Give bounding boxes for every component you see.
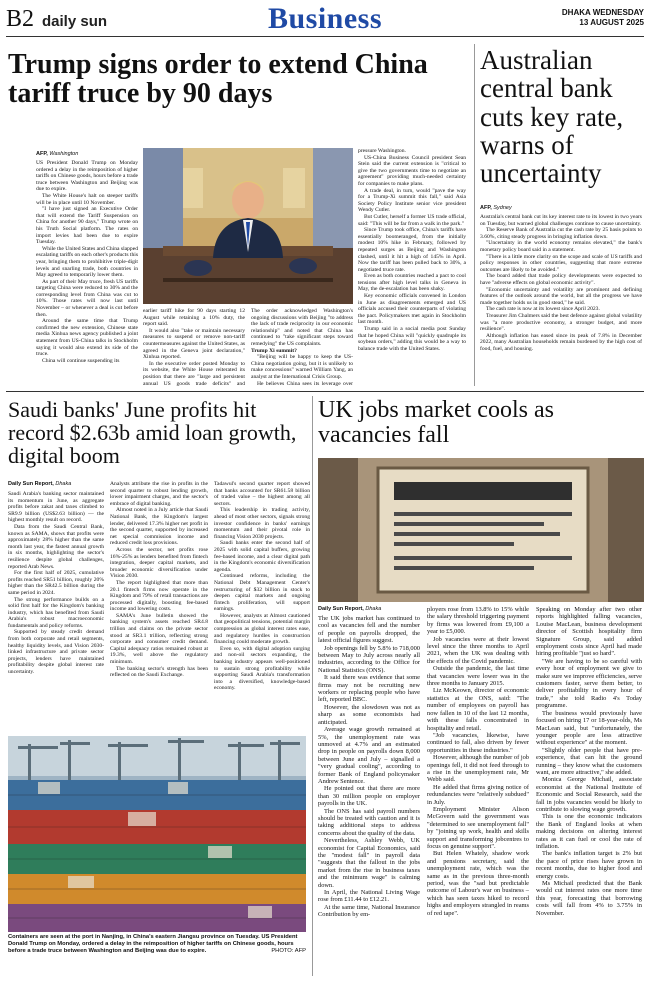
paragraph: In the executive order posted Monday to its website, the White House reiterated its position that there are "large and persistent annual US goods trade deficits" and <box>143 360 245 386</box>
paragraph: "I have just signed an Executive Order that will extend the Tariff Suspension on China for another 90 days," Trump wrote on his Truth Social platform. The rates on import levies had been due to expire Tuesday. <box>36 206 138 246</box>
paragraph: The strong performance builds on a solid first half for the Kingdom's banking industry, which has benefited from Saudi Arabia's robust macroeconomic fundamentals and policy reforms. <box>8 596 104 629</box>
paragraph: But Cutler, herself a former US trade official, said: "This will be far from a walk in the park." <box>358 213 466 227</box>
paragraph: While the United States and China slapped escalating tariffs on each other's products this year, bringing them to prohibitive triple-digit levels and snarling trade, both countries in May agreed to temporarily lower them. <box>36 245 138 279</box>
paragraph: Trump said in a social media post Sunday that he hoped China will "quickly quadruple its soybean orders," adding this would be a way to balance trade with the United States. <box>358 326 466 352</box>
paragraph: Monica George Michail, associate economist at the National Institute of Economic and Social Research, said the fall in jobs vacancies would be likely to contribute to slowing wage growth. <box>536 776 642 813</box>
paragraph: Nevertheless, Ashley Webb, UK economist for Capital Economics, said the "modest fall" in payroll data "suggests that the fallout in the jobs market from the rise in business taxes and the minimum wage" is calming down. <box>318 837 420 889</box>
photo-credit: PHOTO: AFP <box>271 948 306 954</box>
saudi-col-1 <box>8 491 104 731</box>
paragraph: Across the sector, net profits rose 16%-25% as lenders benefited from fintech integration, deeper capital markets, and broader economic diversification under Vision 2030. <box>110 546 208 580</box>
paragraph: He added that firms giving notice of redundancies were "relatively subdued" in July. <box>427 783 529 806</box>
uk-vacancies-photo <box>318 458 644 602</box>
paragraph: Analysts attribute the rise in profits in the second quarter to robust lending growth, lower impairment charges, and the sector's embrace of digital banking. <box>110 481 208 507</box>
paragraph: For the first half of 2025, cumulative profits reached SR51 billion, roughly 20% higher than the SR42.5 billion during the same period in 2024. <box>8 570 104 596</box>
vacancy-sign-illustration <box>318 458 644 602</box>
trump-col-3 <box>251 308 353 386</box>
paragraph: This leadership in trading activity, ahead of most other sectors, signals strong investor confidence in banks' earnings momentum and their pivotal role in financing Vision 2030 projects. <box>214 507 310 540</box>
paper-name-logo: daily sun <box>42 13 108 30</box>
paragraph: "Beijing will be happy to keep the US-China negotiation going, but it is unlikely to make concessions" warned William Yang, an analyst at the International Crisis Group. <box>251 354 353 380</box>
paragraph: Continued reforms, including the National Debt Management Center's restructuring of $32 billion in stock to deepen capital markets and ongoing fintech proliferation, will support earnings. <box>214 573 310 613</box>
saudi-headline: Saudi banks' June profits hit record $2.63b amid loan growth, digital boom <box>8 397 297 469</box>
page-label: B2 <box>6 6 35 32</box>
paragraph: "Slightly older people that have pre-experience, that can hit the ground running – they know what the customers want, are more attractive," she added. <box>536 746 642 776</box>
paragraph: Around the same time that Trump confirmed the new extension, Chinese state media Xinhua news agency published a joint statement from US-China talks in Stockholm saying it would also extend its side of the truce. <box>36 318 138 358</box>
paragraph: Almost noted in a July article that Saudi National Bank, the Kingdom's largest lender, delivered 17.3% higher net profit in the second quarter, supported by increased net special commission income and reduced credit loss provisions. <box>110 507 208 547</box>
paragraph: earlier tariff hike for 90 days starting 12 August while retaining a 10% duty, the report said. <box>143 308 245 328</box>
photo-caption <box>8 934 306 955</box>
paragraph: "Uncertainty in the world economy remains elevated," the bank's monetary policy board said in a statement. <box>480 240 642 253</box>
paragraph: Australia's central bank cut its key interest rate to its lowest in two years on Tuesday, but warned global challenges continue to cause uncertainty. <box>480 214 642 227</box>
paragraph: "Job vacancies, likewise, have continued to fall, also driven by fewer opportunities in these industries." <box>427 731 529 754</box>
column-divider <box>474 44 475 386</box>
containers-illustration <box>8 736 306 932</box>
subhead: Trump Xi summit? <box>251 347 297 354</box>
paragraph: US President Donald Trump on Monday ordered a delay in the reimposition of higher tariffs on Chinese goods, hours before a trade truce between Washington and Beijing was due to expire. <box>36 160 138 193</box>
paragraph: However, analysts at Almost cautioned that geopolitical tensions, potential margin compression as global interest rates ease, and regulatory hurdles in construction financing could moderate growth. <box>214 612 310 646</box>
trump-byline: AFP, Washington <box>36 151 79 157</box>
paragraph: The board added that trade policy developments were expected to have "adverse effects on global economic activity". <box>480 273 642 286</box>
paragraph: Key economic officials convened in London in June as disagreements emerged and US officials accused their counterparts of violating the pact. Policymakers met again in Stockholm last month. <box>358 293 466 326</box>
paragraph: The UK jobs market has continued to cool as vacancies fell and the number of people on payrolls dropped, the latest official figures suggest. <box>318 615 420 645</box>
paragraph: This is one the economic indicators the Bank of England looks at when making decisions on altering interest rates as it can fuel or cool the rate of inflation. <box>536 813 642 850</box>
paragraph: The bank's inflation target is 2% but the pace of price rises have grown in recent months, due to higher food and energy costs. <box>536 850 642 880</box>
paragraph: The report highlighted that more than 20.1 fintech firms now operate in the Kingdom and 79% of retail transactions are processed digitally, boosting fee-based income and lowering costs. <box>110 579 208 613</box>
paragraph: The business would previously have focused on hiring 17 or 18-year-olds, Ms MacLean said, but "unfortunately, the younger people are less attractive without experience" at the moment. <box>536 709 642 747</box>
paragraph: But Helen Whately, shadow work and pensions secretary, said the unemployment rate, which was the same as in the previous three-month period, was the "sad but predictable outcome of Labour's war on business – which has seen taxes hiked to record highs and employers strangled in reams of red tape". <box>427 850 529 917</box>
paragraph: "Economic uncertainty and volatility are prominent and defining features of the outlook around the world, but all the progress we have made together holds us in good stead," he said. <box>480 286 642 306</box>
section-rule <box>6 391 644 392</box>
paragraph: ployers rose from 13.8% to 15% while the salary threshold triggering payment by firms was lowered from £9,100 a year to £5,000. <box>427 606 529 636</box>
saudi-col-2 <box>110 481 208 731</box>
paragraph: Data from the Saudi Central Bank, known as SAMA, shows that profits were approximately 28% higher than the same month last year, the fastest annual growth in six months, highlighting the sector's resilience despite global challenges, reported Arab News. <box>8 523 104 570</box>
paragraph: Job openings fell by 5.8% to 718,000 between May to July across nearly all industries, according to the Office for National Statistics (ONS). <box>318 644 420 674</box>
paragraph: Supported by steady credit demand from both corporate and retail segments, healthy liquidity levels, and Vision 2030-linked infrastructure and private sector projects, lenders have maintained profitability despite global interest rate uncertainty. <box>8 629 104 676</box>
trump-photo <box>143 148 353 304</box>
paragraph: The White House's halt on steeper tariffs will be in place until 10 November. <box>36 192 138 206</box>
paragraph: Outside the pandemic, the last time that vacancies were lower was in the three months to January 2015. <box>427 665 529 688</box>
paragraph: US-China Business Council president Sean Stein said the current extension is "critical to give the two governments time to negotiate an agreement" providing much-needed certainty for companies to make plans. <box>358 154 466 187</box>
paragraph: At the same time, National Insurance Contribution by em- <box>318 903 420 919</box>
paragraph: It said there was evidence that some firms may not be recruiting new workers or replacing people who have left, reported BBC. <box>318 674 420 704</box>
paragraph: pressure Washington. <box>358 148 406 154</box>
trump-photo-illustration <box>143 148 353 304</box>
paragraph: "There is a little more clarity on the scope and scale of US tariffs and policy responses in other countries, suggesting that more extreme outcomes are likely to be avoided." <box>480 253 642 273</box>
column-divider <box>312 396 313 976</box>
uk-headline: UK jobs market cools as vacancies fall <box>318 397 554 449</box>
trump-col-2 <box>143 308 245 386</box>
paragraph: "We are having to be so careful with every hour of employment we give to make sure we improve efficiencies, serve customers faster, serve them better, to deliver profitability in every hour of trade," she told Radio 4's Today programme. <box>536 657 642 710</box>
paragraph: Employment Minister Alison McGovern said the government was "determined to see unemployment fall" by "joining up work, health and skills support and transforming jobcentres to focus on genuine support". <box>427 805 529 850</box>
saudi-col-3 <box>214 481 310 731</box>
aus-byline: AFP, Sydney <box>480 205 512 211</box>
uk-byline: Daily Sun Report, Dhaka <box>318 606 382 612</box>
paragraph: Even as both countries reached a pact to cool tensions after high level talks in Geneva in May, the de-escalation has been shaky. <box>358 273 466 293</box>
masthead <box>6 4 644 34</box>
paragraph: The cash rate is now at its lowest since April 2023. <box>486 306 600 313</box>
paragraph: Job vacancies were at their lowest level since the three months to April 2021, when the UK was dealing with the effects of the Covid pandemic. <box>427 635 529 665</box>
paragraph: In April, the National Living Wage rose from £11.44 to £12.21. <box>318 889 420 904</box>
saudi-byline: Daily Sun Report, Dhaka <box>8 481 72 487</box>
paragraph: SAMA's June bulletin showed the banking system's assets reached SR4.8 trillion and claims on the private sector stood at SR3.1 trillion, reflecting strong corporate and consumer credit demand. Capital adequacy ratios remained robust at 19.3%, well above the regulatory minimum. <box>110 612 208 666</box>
paragraph: Since Trump took office, China's tariffs have essentially boomeranged, from the initially modest 10% hike in February, followed by repeated surges as Beijing and Washington clashed, until it hit a high of 145% in April. Now the tariff has been pulled back to 30%, a negotiated truce rate. <box>358 227 466 273</box>
paragraph: It would also "take or maintain necessary measures to suspend or remove non-tariff countermeasures against the United States, as agreed in the Geneva joint declaration," Xinhua reported. <box>143 327 245 361</box>
paragraph: Average wage growth remained at 5%, the unemployment rate was unmoved at 4.7% and an estimated drop in people on payrolls down 8,000 between June and July – signalled a "very gradual cooling", according to former Bank of England policymaker Andrew Sentence. <box>318 726 420 785</box>
paragraph: The Reserve Bank of Australia cut the cash rate by 25 basis points to 3.60%, citing steady progress in bringing inflation down. <box>480 227 642 240</box>
paragraph: However, the slowdown was not as sharp as some economists had anticipated. <box>318 703 420 726</box>
dateline-day: DHAKA WEDNESDAY <box>561 8 644 17</box>
paragraph: He believes China sees its leverage over <box>257 380 353 386</box>
paragraph: Saudi banks enter the second half of 2025 with solid capital buffers, growing fee-based income, and a clear digital path in the Kingdom's economic diversification agenda. <box>214 540 310 573</box>
paragraph: As part of their May truce, fresh US tariffs targeting China were reduced to 30% and the corresponding level from China was cut to 10%. Those rates will now last until November – or whenever a deal is cut before then. <box>36 278 138 318</box>
paragraph: Although inflation has eased since its peak of 7.8% in December 2022, many Australian households remain burdened by the high cost of food, fuel, and housing. <box>480 332 642 352</box>
paragraph: The banking sector's strength has been reflected on the Saudi Exchange. <box>110 665 208 679</box>
paragraph: China will continue suspending its <box>42 357 120 364</box>
trump-headline: Trump signs order to extend China tariff truce by 90 days <box>8 49 428 110</box>
paragraph: Saudi Arabia's banking sector maintained its momentum in June, as aggregate profits before zakat and taxes climbed to SR9.9 billion (US$2.63 billion) — the highest monthly result on record. <box>8 491 104 524</box>
paragraph: He pointed out that there are more than 30 million people on employer payrolls in the UK. <box>318 785 420 808</box>
section-title: Business <box>267 2 383 35</box>
paragraph: Liz McKeown, director of economic statistics at the ONS, said: "The number of employees on payroll has now fallen in 10 of the last 12 months, with these falls concentrated in hospitality and retail. <box>427 687 529 732</box>
uk-col-3 <box>536 606 642 977</box>
paragraph: The ONS has said payroll numbers should be treated with caution and it is taking additional steps to address concerns about the quality of the data. <box>318 807 420 837</box>
paragraph: A trade deal, in turn, would "pave the way for a Trump-Xi summit this fall," said Asia Society Policy Institute senior vice president Wendy Cutler. <box>358 187 466 214</box>
aus-headline: Australian central bank cuts key rate, warns of uncertainty <box>480 45 624 189</box>
paragraph: Even so, with digital adoption surging and non-oil sectors expanding, the banking industry appears well-positioned to sustain strong profitability while supporting Saudi Arabia's transformation into a diversified, knowledge-based economy. <box>214 645 310 692</box>
dateline <box>562 8 644 28</box>
uk-col-1 <box>318 615 420 977</box>
paragraph: Speaking on Monday after two other reports highlighted falling vacancies, Louise MacLean, business development director of Scottish hospitality firm Signature Group, said added employment costs since April had made hiring profitable "just so hard". <box>536 606 642 658</box>
paragraph: Treasurer Jim Chalmers said the best defence against global volatility was "a more productive economy, a stronger budget, and more resilience". <box>480 312 642 333</box>
caption-text: Containers are seen at the port in Nanjing, in China's eastern Jiangsu province on Tuesday. US President Donald Trump on Monday, ordered a delay in the reimposition of higher tariffs on Chinese goods, hours before a trade truce between Washington and Beijing was due to expire. <box>8 934 298 954</box>
trump-col-4 <box>358 148 466 386</box>
paragraph: However, although the number of job openings fell, it did not feed through to a rise in the unemployment rate, Mr Webb said. <box>427 754 529 784</box>
aus-body <box>480 214 642 386</box>
paragraph: Tadawul's second quarter report showed that banks accounted for SR61.58 billion of traded value – the highest among all sectors. <box>214 481 310 507</box>
paragraph: The order acknowledged Washington's ongoing discussions with Beijing "to address the lack of trade reciprocity in our economic relationship" and noted that China has continued to "take significant steps toward remedying" the US complaints. <box>251 308 353 347</box>
dateline-date: 13 AUGUST 2025 <box>579 18 644 27</box>
masthead-rule <box>6 36 644 37</box>
trump-col-1 <box>36 160 138 385</box>
port-containers-photo <box>8 736 306 932</box>
uk-col-2 <box>427 606 529 977</box>
paragraph: Ms Michail predicted that the Bank would cut interest rates one more time this year, forecasting that borrowing costs will fall from 4% to 3.75% in November. <box>536 880 642 917</box>
